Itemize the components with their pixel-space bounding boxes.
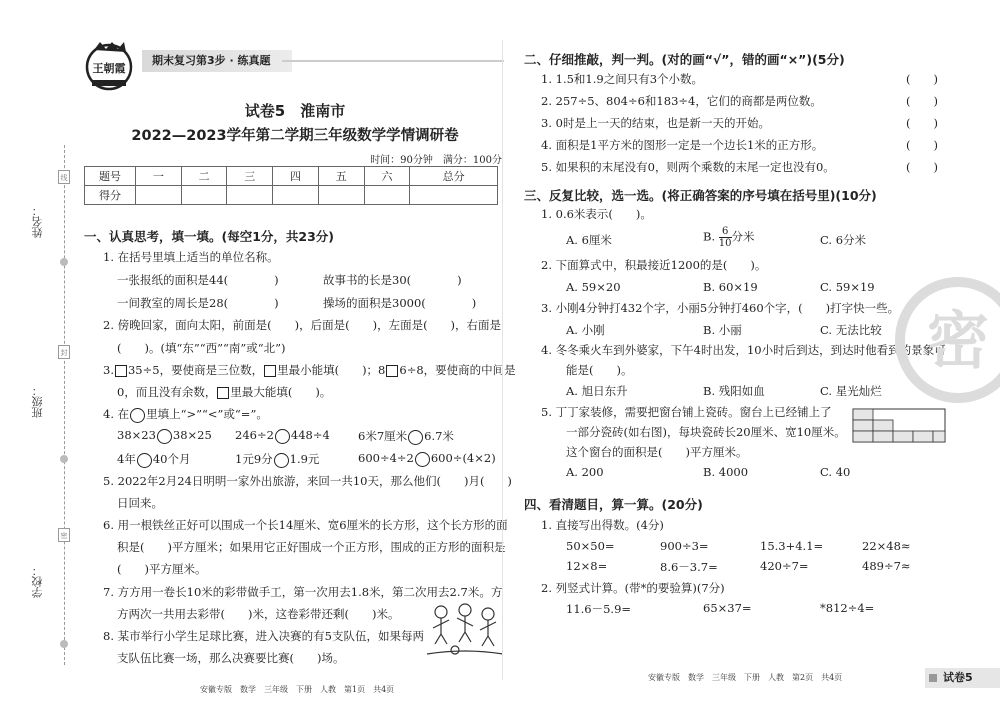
windowsill-tile-diagram — [852, 408, 947, 444]
question-1-8-line1: 8. 某市举行小学生足球比赛，进入决赛的有5支队伍，如果每两 — [103, 629, 424, 643]
answer-paren[interactable]: ( ) — [906, 116, 938, 130]
section-3-heading: 三、反复比较，选一选。(将正确答案的序号填在括号里)(10分) — [524, 188, 877, 203]
binding-margin — [0, 0, 72, 708]
answer-paren[interactable]: ( ) — [906, 72, 938, 86]
score-table — [84, 166, 498, 205]
calc-question-1: 1. 直接写出得数。(4分) — [541, 518, 664, 532]
compare-item: 4年 40个月 — [117, 452, 191, 466]
option-c: C. 59×19 — [820, 280, 875, 294]
judge-item: 2. 257÷5、804÷6和183÷4，它们的商都是两位数。 — [541, 94, 822, 108]
calc-item: 22×48≈ — [862, 539, 911, 553]
option-b: B. 60×19 — [703, 280, 758, 294]
question-1-5-line2: 日回来。 — [117, 496, 163, 510]
seal-box: 密 — [58, 528, 70, 542]
blank-square-icon — [115, 365, 127, 377]
question-1-2-line2: ( )。(填“东”“西”“南”或“北”) — [117, 341, 286, 355]
score-table-row — [85, 186, 498, 205]
choice-question-4-line1: 4. 冬冬乘火车到外婆家，下午4时出发，10小时后到达，到达时他看到的景象可 — [541, 343, 946, 357]
calc-question-2: 2. 列竖式计算。(带*的要验算)(7分) — [541, 581, 725, 595]
class-label: 班级： — [31, 385, 44, 418]
paper-subtitle: 2022—2023学年第二学期三年级数学学情调研卷 — [131, 128, 459, 144]
choice-question-5-line1: 5. 丁丁家装修，需要把窗台铺上瓷砖。窗台上已经铺上了 — [541, 405, 832, 419]
score-cell[interactable] — [181, 186, 227, 205]
option-a: A. 6厘米 — [566, 233, 612, 247]
name-label: 姓名： — [31, 205, 44, 238]
blank-square-icon — [386, 365, 398, 377]
question-1-1b: 故事书的长是30( ) — [323, 273, 462, 287]
option-b: B. 小丽 — [703, 323, 742, 337]
seal-line — [64, 145, 65, 665]
score-cell[interactable] — [227, 186, 273, 205]
option-c: C. 40 — [820, 465, 851, 479]
badge-square-icon — [929, 674, 937, 682]
question-1-6-line3: ( )平方厘米。 — [117, 562, 207, 576]
score-header-cell: 题号 — [85, 167, 136, 186]
binding-hole — [60, 258, 68, 266]
blank-square-icon — [217, 387, 229, 399]
question-1-1c: 一间教室的周长是28( ) — [117, 296, 279, 310]
q3-text-c: 6÷8，要使商的中间是 — [399, 363, 516, 377]
vertical-calc-item: *812÷4= — [820, 601, 875, 615]
score-cell[interactable] — [318, 186, 364, 205]
calc-item: 12×8= — [566, 559, 608, 573]
question-1-8-line2: 支队伍比赛一场，那么决赛要比赛( )场。 — [117, 651, 345, 665]
seal-box: 线 — [58, 170, 70, 184]
tile-grid-icon — [852, 408, 947, 444]
option-c: C. 6分米 — [820, 233, 867, 247]
q3-text-a: 35÷5，要使商是三位数， — [127, 363, 264, 377]
question-1-7-line2: 方两次一共用去彩带( )米，这卷彩带还剩( )米。 — [117, 607, 400, 621]
question-1-4 — [103, 406, 268, 423]
blank-circle-icon — [130, 408, 145, 423]
school-label: 学校： — [31, 565, 44, 598]
score-table-header-row — [85, 167, 498, 186]
choice-question-4-line2: 能是( )。 — [566, 363, 633, 377]
watermark-text: 密 — [926, 304, 990, 377]
score-row-label: 得分 — [85, 186, 136, 205]
question-1-3-line1 — [103, 362, 516, 378]
compare-item: 600÷4÷2 600÷(4×2) — [358, 451, 496, 465]
option-a: A. 旭日东升 — [566, 384, 628, 398]
q3-number: 3. — [103, 363, 114, 377]
judge-item: 4. 面积是1平方米的图形一定是一个边长1米的正方形。 — [541, 138, 824, 152]
blank-circle-icon — [275, 429, 290, 444]
question-1-3-line2 — [117, 384, 331, 400]
badge-label: 试卷5 — [943, 671, 973, 684]
score-header-cell: 一 — [136, 167, 182, 186]
question-1-1d: 操场的面积是3000( ) — [323, 296, 477, 310]
score-header-cell: 三 — [227, 167, 273, 186]
compare-item: 38×23 38×25 — [117, 428, 212, 442]
compare-item: 6米7厘米 6.7米 — [358, 429, 454, 443]
blank-circle-icon — [274, 453, 289, 468]
brand-logo — [80, 40, 138, 92]
seal-watermark — [888, 270, 1000, 410]
judge-item: 5. 如果积的末尾没有0，则两个乘数的末尾一定也没有0。 — [541, 160, 835, 174]
choice-question-3: 3. 小刚4分钟打432个字，小丽5分钟打460个字，( )打字快一些。 — [541, 301, 900, 315]
option-b: B. 4000 — [703, 465, 749, 479]
footer-page-2: 安徽专版 数学 三年级 下册 人教 第2页 共4页 — [648, 673, 843, 682]
review-step-tag: 期末复习第3步 · 练真题 — [142, 50, 292, 72]
score-cell[interactable] — [136, 186, 182, 205]
score-header-cell: 五 — [318, 167, 364, 186]
choice-question-1: 1. 0.6米表示( )。 — [541, 207, 652, 221]
header-rule — [282, 60, 504, 62]
question-1-6-line2: 积是( )平方厘米；如果用它正好围成一个正方形，围成的正方形的面积是 — [117, 540, 506, 554]
judge-item: 3. 0时是上一天的结束，也是新一天的开始。 — [541, 116, 770, 130]
blank-circle-icon — [408, 430, 423, 445]
brand-logo-icon — [80, 40, 138, 92]
paper-number-badge — [925, 668, 1000, 688]
score-header-cell: 四 — [273, 167, 319, 186]
calc-item: 900÷3= — [660, 539, 709, 553]
vertical-calc-item: 65×37= — [703, 601, 752, 615]
soccer-kids-illustration — [425, 598, 505, 658]
binding-hole — [60, 455, 68, 463]
option-a: A. 59×20 — [566, 280, 621, 294]
section-1-heading: 一、认真思考，填一填。(每空1分，共23分) — [84, 229, 335, 244]
soccer-kids-icon — [425, 598, 505, 658]
answer-paren[interactable]: ( ) — [906, 160, 938, 174]
question-1-6-line1: 6. 用一根铁丝正好可以围成一个长14厘米、宽6厘米的长方形，这个长方形的面 — [103, 518, 508, 532]
question-1-1: 1. 在括号里填上适当的单位名称。 — [103, 250, 279, 264]
score-header-cell: 总分 — [410, 167, 498, 186]
option-c: C. 星光灿烂 — [820, 384, 882, 398]
score-header-cell: 二 — [181, 167, 227, 186]
score-cell[interactable] — [273, 186, 319, 205]
compare-item: 246÷2 448÷4 — [235, 428, 330, 442]
time-score-info: 时间：90分钟 满分：100分 — [370, 155, 502, 166]
paper-title: 试卷5 淮南市 — [244, 102, 346, 120]
section-2-heading: 二、仔细推敲，判一判。(对的画“√”，错的画“×”)(5分) — [524, 52, 845, 67]
seal-watermark-icon — [888, 270, 1000, 410]
judge-item: 1. 1.5和1.9之间只有3个小数。 — [541, 72, 704, 86]
logo-text: 王朝霞 — [92, 62, 126, 75]
footer-page-1: 安徽专版 数学 三年级 下册 人教 第1页 共4页 — [200, 685, 395, 694]
blank-circle-icon — [137, 453, 152, 468]
blank-square-icon — [264, 365, 276, 377]
choice-question-5-line3: 这个窗台的面积是( )平方厘米。 — [566, 445, 748, 459]
q3-text-b: 里最小能填( )；8 — [277, 363, 386, 377]
option-a: A. 200 — [566, 465, 604, 479]
q3-text-e: 里最大能填( )。 — [230, 385, 332, 399]
choice-question-2: 2. 下面算式中，积最接近1200的是( )。 — [541, 258, 767, 272]
option-c: C. 无法比较 — [820, 323, 882, 337]
seal-box: 封 — [58, 345, 70, 359]
calc-item: 489÷7≈ — [862, 559, 911, 573]
q4-text-a: 4. 在 — [103, 407, 130, 421]
answer-paren[interactable]: ( ) — [906, 94, 938, 108]
blank-circle-icon — [415, 452, 430, 467]
calc-item: 50×50= — [566, 539, 615, 553]
score-header-cell: 六 — [364, 167, 410, 186]
option-b: B. $\frac{6}{10}$ 分米 — [703, 226, 755, 249]
calc-item: 420÷7= — [760, 559, 809, 573]
question-1-2-line1: 2. 傍晚回家，面向太阳，前面是( )，后面是( )，左面是( )，右面是 — [103, 318, 502, 332]
section-4-heading: 四、看清题目，算一算。(20分) — [524, 497, 703, 512]
compare-item: 1元9分 1.9元 — [235, 452, 320, 466]
q4-text-b: 里填上“>”“<”或“=”。 — [146, 407, 268, 421]
calc-item: 8.6－3.7= — [660, 560, 718, 574]
blank-circle-icon — [157, 429, 172, 444]
choice-question-5-line2: 一部分瓷砖(如右图)，每块瓷砖长20厘米、宽10厘米。 — [566, 425, 846, 439]
answer-paren[interactable]: ( ) — [906, 138, 938, 152]
question-1-5-line1: 5. 2022年2月24日明明一家外出旅游，来回一共10天，那么他们( )月( ) — [103, 474, 512, 488]
option-a: A. 小刚 — [566, 323, 605, 337]
score-cell[interactable] — [410, 186, 498, 205]
option-b: B. 残阳如血 — [703, 384, 765, 398]
vertical-calc-item: 11.6－5.9= — [566, 602, 632, 616]
calc-item: 15.3+4.1= — [760, 539, 824, 553]
binding-hole — [60, 640, 68, 648]
page-fold — [502, 40, 503, 680]
question-1-1a: 一张报纸的面积是44( ) — [117, 273, 279, 287]
question-1-7-line1: 7. 方方用一卷长10米的彩带做手工，第一次用去1.8米，第二次用去2.7米。方 — [103, 585, 503, 599]
score-cell[interactable] — [364, 186, 410, 205]
q3-text-d: 0，而且没有余数， — [117, 385, 217, 399]
fraction: $\frac{6}{10}$ — [718, 226, 732, 249]
